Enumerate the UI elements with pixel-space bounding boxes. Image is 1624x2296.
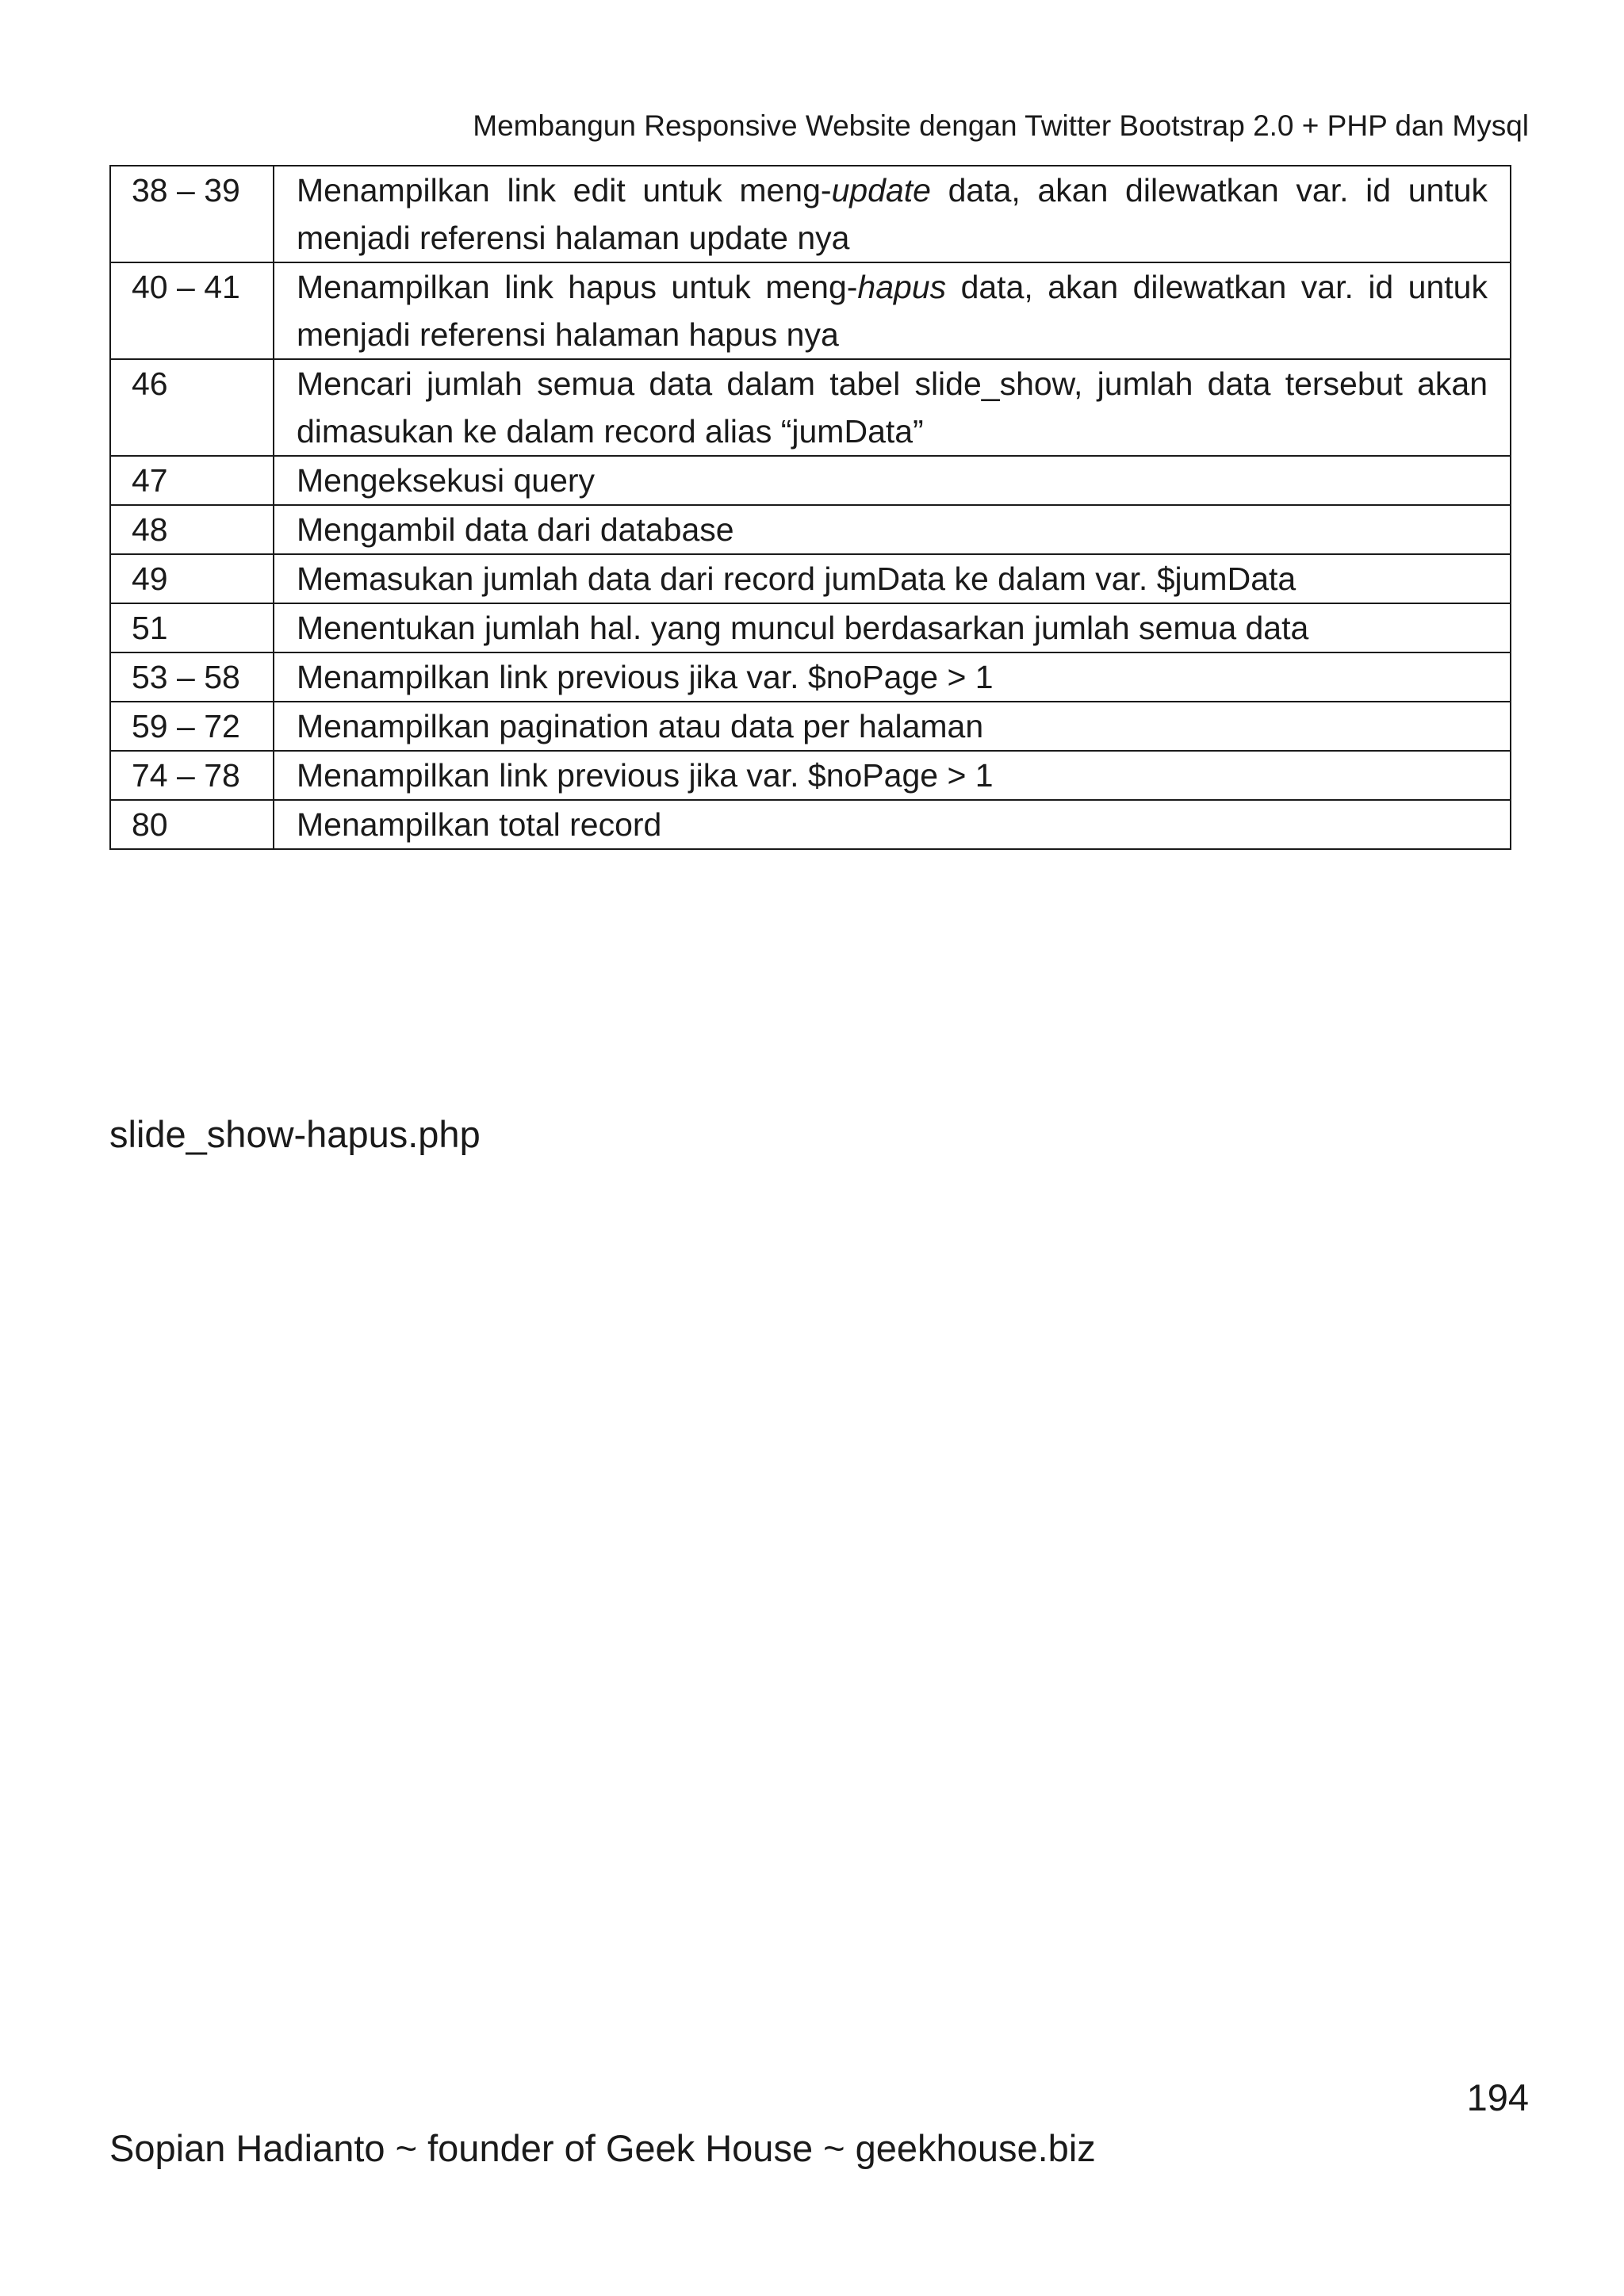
line-range-cell: 51 [110, 603, 274, 652]
table-row [110, 166, 1511, 262]
description-text-end: data, akan dilewatkan var. id untuk menjadi referensi halaman hapus nya [297, 269, 1488, 353]
description-text: Menentukan jumlah hal. yang muncul berdasarkan jumlah semua data [297, 610, 1309, 646]
footer-credit: Sopian Hadianto ~ founder of Geek House ~ geekhouse.biz [109, 2127, 1096, 2169]
description-cell [274, 505, 1511, 554]
table-row [110, 652, 1511, 702]
line-range-cell: 80 [110, 800, 274, 849]
line-explanation-table [109, 165, 1511, 850]
line-range-cell: 49 [110, 554, 274, 603]
description-text: Menampilkan link previous jika var. $noPage > 1 [297, 757, 994, 794]
table-row [110, 554, 1511, 603]
page-number: 194 [1466, 2076, 1529, 2118]
table-row [110, 603, 1511, 652]
description-text: Mencari jumlah semua data dalam tabel slide_show, jumlah data tersebut akan dimasukan ke dalam record alias “jumData” [297, 365, 1488, 450]
section-filename: slide_show-hapus.php [109, 1113, 481, 1155]
description-cell [274, 262, 1511, 359]
line-range-cell: 74 – 78 [110, 751, 274, 800]
description-text: Mengeksekusi query [297, 462, 596, 499]
description-emphasis: hapus [857, 269, 947, 305]
table-row [110, 359, 1511, 456]
description-text: Menampilkan pagination atau data per halaman [297, 708, 984, 744]
description-text: Menampilkan link hapus untuk meng- [297, 269, 858, 305]
table-row [110, 751, 1511, 800]
line-range-cell: 59 – 72 [110, 702, 274, 751]
description-cell [274, 702, 1511, 751]
table-row [110, 456, 1511, 505]
line-range-cell: 38 – 39 [110, 166, 274, 262]
line-range-cell: 47 [110, 456, 274, 505]
table-row [110, 505, 1511, 554]
description-cell [274, 456, 1511, 505]
description-text-end: data, akan dilewatkan var. id untuk menjadi referensi halaman update nya [297, 172, 1488, 256]
line-range-cell: 46 [110, 359, 274, 456]
line-range-cell: 53 – 58 [110, 652, 274, 702]
description-text: Mengambil data dari database [297, 511, 734, 548]
description-emphasis: update [831, 172, 931, 209]
table-row [110, 702, 1511, 751]
description-text: Menampilkan total record [297, 806, 662, 843]
description-cell [274, 652, 1511, 702]
description-cell [274, 603, 1511, 652]
description-cell [274, 554, 1511, 603]
table-row [110, 262, 1511, 359]
line-range-cell: 48 [110, 505, 274, 554]
description-cell [274, 751, 1511, 800]
description-text: Menampilkan link previous jika var. $noPage > 1 [297, 659, 994, 695]
description-cell [274, 359, 1511, 456]
running-header: Membangun Responsive Website dengan Twitter Bootstrap 2.0 + PHP dan Mysql [473, 109, 1529, 142]
description-text: Memasukan jumlah data dari record jumData ke dalam var. $jumData [297, 561, 1297, 597]
line-range-cell: 40 – 41 [110, 262, 274, 359]
description-cell [274, 166, 1511, 262]
description-text: Menampilkan link edit untuk meng- [297, 172, 832, 209]
description-cell [274, 800, 1511, 849]
table-row [110, 800, 1511, 849]
